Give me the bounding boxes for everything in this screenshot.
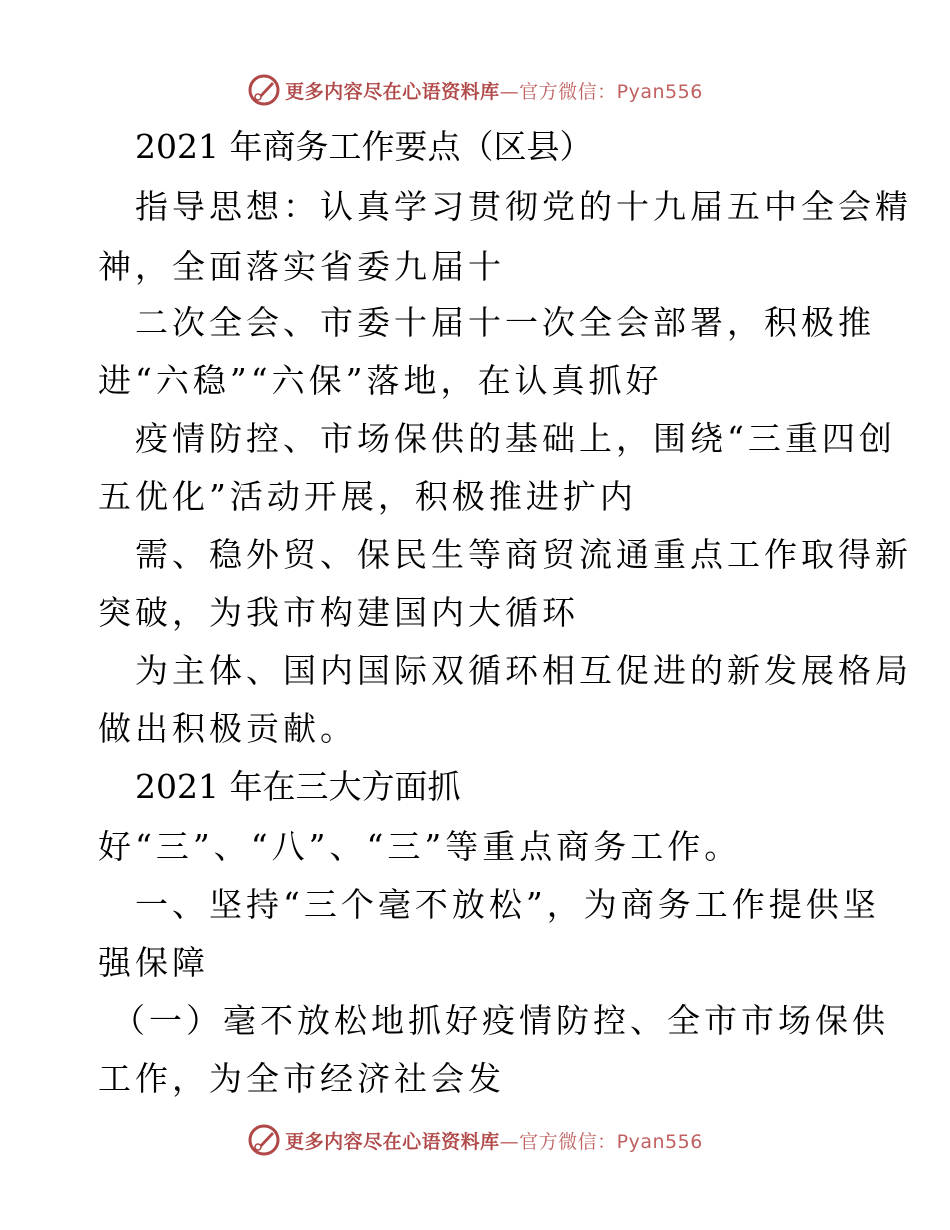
paragraph-line: 二次全会、市委十届十一次全会部署，积极推 — [135, 303, 875, 342]
paragraph-line: 突破，为我市构建国内大循环 — [98, 593, 579, 632]
watermark-contact: —官方微信：Pyan556 — [499, 80, 703, 103]
watermark-contact: —官方微信：Pyan556 — [499, 1130, 703, 1153]
section-heading: 一、坚持“三个毫不放松”，为商务工作提供坚 — [135, 885, 880, 924]
paragraph-line: 好“三”、“八”、“三”等重点商务工作。 — [98, 827, 742, 866]
paragraph-line: 疫情防控、市场保供的基础上，围绕“三重四创 — [135, 419, 896, 458]
watermark-banner-bottom — [0, 1120, 950, 1160]
watermark-text: 更多内容尽在心语资料库—官方微信：Pyan556 — [285, 1130, 703, 1153]
quill-logo-icon — [247, 1123, 281, 1157]
watermark-text: 更多内容尽在心语资料库—官方微信：Pyan556 — [285, 80, 703, 103]
paragraph-line: 进“六稳”“六保”落地，在认真抓好 — [98, 361, 663, 400]
paragraph-line: 为主体、国内国际双循环相互促进的新发展格局 — [135, 651, 912, 690]
section-heading-cont: 强保障 — [98, 943, 209, 982]
quill-logo-icon — [247, 73, 281, 107]
paragraph-line: 2021 年在三大方面抓 — [135, 767, 461, 806]
subsection-heading: （一）毫不放松地抓好疫情防控、全市市场保供 — [112, 1001, 889, 1040]
paragraph-line: 五优化”活动开展，积极推进扩内 — [98, 477, 637, 516]
paragraph-line: 工作，为全市经济社会发 — [98, 1059, 505, 1098]
watermark-banner-top — [0, 70, 950, 110]
paragraph-line: 神，全面落实省委九届十 — [98, 247, 505, 286]
paragraph-line: 需、稳外贸、保民生等商贸流通重点工作取得新 — [135, 535, 912, 574]
document-title: 2021 年商务工作要点（区县） — [135, 127, 593, 166]
paragraph-line: 做出积极贡献。 — [98, 709, 357, 748]
paragraph-line: 指导思想：认真学习贯彻党的十九届五中全会精 — [135, 187, 912, 226]
